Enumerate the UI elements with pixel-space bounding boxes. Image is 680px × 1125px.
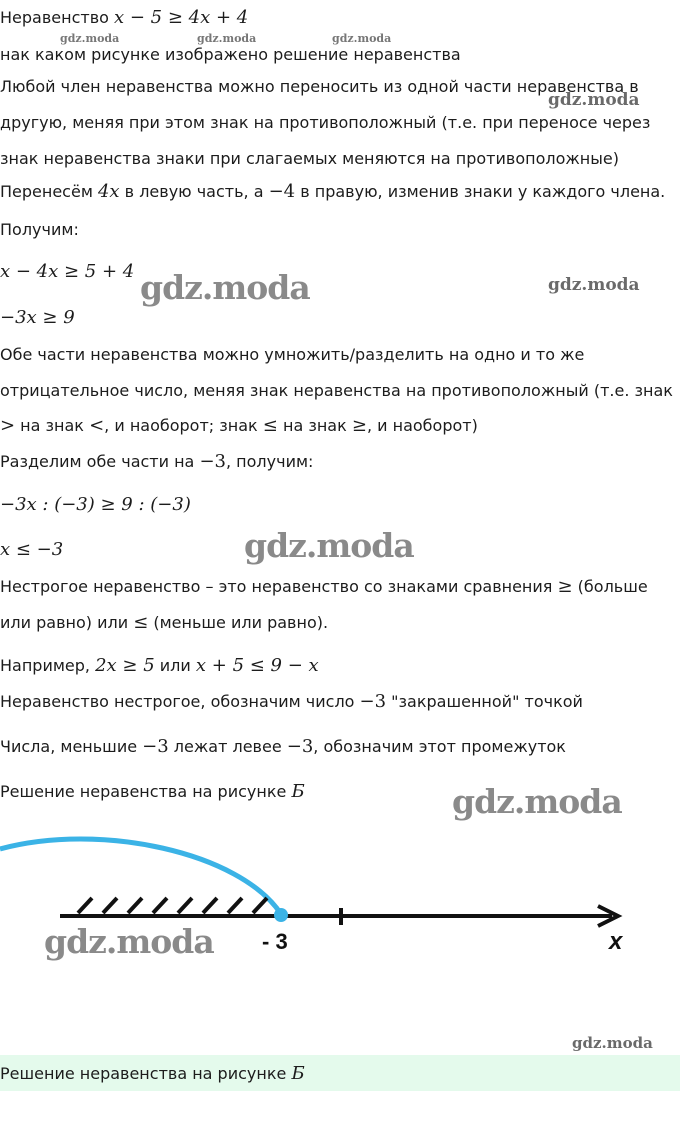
divide-rule-line-3: > на знак <, и наоборот; знак ≤ на знак ≥, и наоборот) — [0, 415, 478, 436]
answer-box — [0, 1055, 680, 1091]
axis-label: x — [609, 928, 623, 955]
answer-text: Решение неравенства на рисунке Б — [0, 1063, 305, 1084]
divide-rule-line-2: отрицательное число, меняя знак неравенства на противоположный (т.е. знак — [0, 381, 673, 400]
result-label: Получим: — [0, 220, 79, 239]
rule-text-line-2: другую, меняя при этом знак на противоположный (т.е. при переносе через — [0, 113, 651, 132]
watermark: gdz.moda — [452, 782, 622, 821]
watermark: gdz.moda — [332, 32, 392, 45]
point-label: - 3 — [262, 929, 288, 954]
nonstrict-def-line-1: Нестрогое неравенство – это неравенство со знаками сравнения ≥ (больше — [0, 576, 648, 597]
watermark: gdz.moda — [548, 275, 640, 295]
question-text: нак каком рисунке изображено решение неравенства — [0, 45, 461, 64]
filled-point — [274, 908, 288, 922]
solution-statement: Решение неравенства на рисунке Б — [0, 781, 305, 802]
watermark: gdz.moda — [60, 32, 120, 45]
divide-step-text: Разделим обе части на −3, получим: — [0, 451, 314, 472]
inequality-math: x − 5 ≥ 4x + 4 — [114, 7, 249, 28]
watermark: gdz.moda — [572, 1034, 653, 1052]
watermark: gdz.moda — [244, 526, 414, 565]
point-explanation-text: Неравенство нестрогое, обозначим число −3 "закрашенной" точкой — [0, 691, 583, 712]
problem-statement: Неравенство x − 5 ≥ 4x + 4 — [0, 7, 249, 28]
equation-step-3: −3x : (−3) ≥ 9 : (−3) — [0, 494, 191, 515]
divide-rule-line-1: Обе части неравенства можно умножить/разделить на одно и то же — [0, 345, 585, 364]
equation-result: x ≤ −3 — [0, 539, 64, 560]
equation-step-1: x − 4x ≥ 5 + 4 — [0, 261, 135, 282]
example-text: Например, 2x ≥ 5 или x + 5 ≤ 9 − x — [0, 655, 319, 676]
interval-explanation-text: Числа, меньшие −3 лежат левее −3, обозначим этот промежуток — [0, 736, 566, 757]
watermark: gdz.moda — [140, 268, 310, 307]
equation-step-2: −3x ≥ 9 — [0, 307, 75, 328]
nonstrict-def-line-2: или равно) или ≤ (меньше или равно). — [0, 612, 329, 633]
watermark: gdz.moda — [548, 90, 640, 110]
rule-text-line-3: знак неравенства знаки при слагаемых меняются на противоположные) — [0, 149, 619, 168]
watermark: gdz.moda — [44, 922, 214, 961]
rule-text-line-1: Любой член неравенства можно переносить из одной части неравенства в — [0, 77, 639, 96]
hatching — [78, 898, 267, 913]
watermark: gdz.moda — [197, 32, 257, 45]
transfer-step-text: Перенесём 4x в левую часть, а −4 в правую, изменив знаки у каждого члена. — [0, 181, 666, 202]
